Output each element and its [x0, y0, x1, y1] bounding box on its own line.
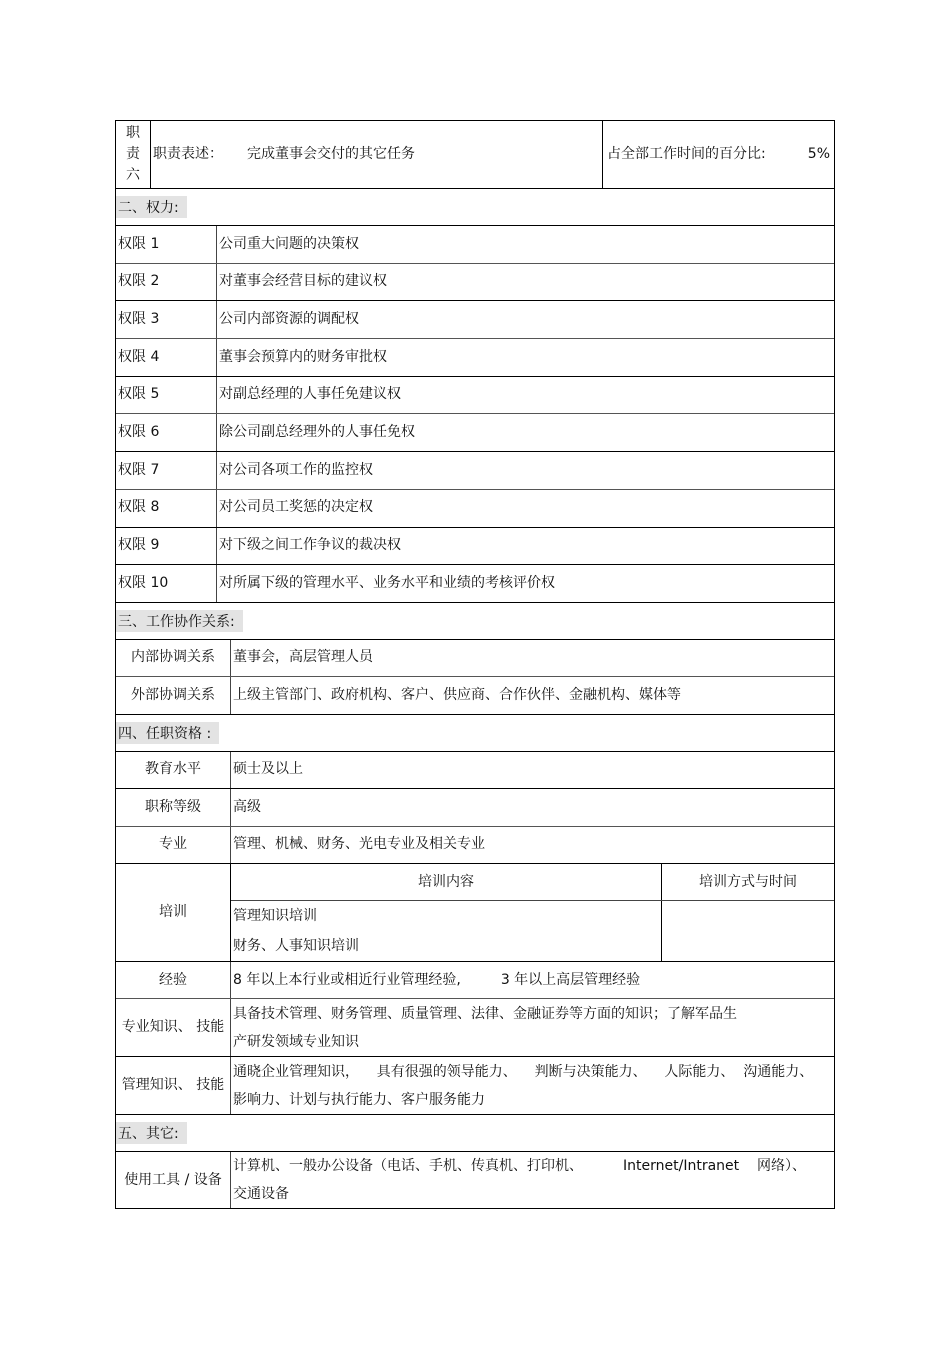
management-knowledge-value: [230, 1057, 834, 1114]
major-row: [116, 826, 834, 864]
tools-line-2: 交通设备: [233, 1186, 289, 1203]
section-cooperation-title: 三、工作协作关系:: [116, 610, 243, 632]
duty-number: [116, 121, 150, 188]
authority-value: 对公司员工奖惩的决定权: [216, 490, 834, 527]
authority-row: [116, 263, 834, 301]
authority-value: 对下级之间工作争议的裁决权: [216, 528, 834, 565]
training-content-list: [231, 901, 661, 961]
management-knowledge-label: 管理知识、 技能: [121, 1077, 225, 1094]
authority-row: [116, 489, 834, 527]
management-knowledge-line-1: 通晓企业管理知识， 具有很强的领导能力、 判断与决策能力、 人际能力、 沟通能力、: [233, 1063, 814, 1080]
authority-key: 权限 3: [118, 310, 160, 327]
experience-row: [116, 961, 834, 998]
authority-row: [116, 225, 834, 263]
section-other-title: 五、其它:: [116, 1122, 187, 1144]
training-header: [231, 864, 834, 901]
professional-knowledge-row: [116, 998, 834, 1056]
authority-value: 除公司副总经理外的人事任免权: [216, 414, 834, 451]
education-value: 硕士及以上: [230, 752, 834, 789]
experience-value: [230, 962, 834, 998]
section-qualification-title: 四、任职资格 :: [116, 722, 219, 744]
internal-coordination-value: 董事会，高层管理人员: [230, 640, 834, 677]
external-coordination-label: 外部协调关系: [131, 686, 215, 703]
experience-part-1: 8 年以上本行业或相近行业管理经验,: [233, 971, 461, 988]
authority-key: 权限 6: [118, 423, 160, 440]
authority-row: [116, 338, 834, 376]
title-level-value: 高级: [230, 789, 834, 826]
authority-key: 权限 5: [118, 386, 160, 403]
authority-row: [116, 376, 834, 414]
experience-part-2: 3 年以上高层管理经验: [500, 971, 641, 988]
training-method-cell: [661, 901, 834, 961]
professional-knowledge-line-1: 具备技术管理、财务管理、质量管理、法律、金融证券等方面的知识；了解军品生: [233, 1005, 737, 1022]
authority-value: 董事会预算内的财务审批权: [216, 339, 834, 376]
authority-key: 权限 1: [118, 235, 160, 252]
job-description-sheet: [115, 120, 835, 1209]
training-body: [231, 901, 834, 961]
major-label: 专业: [159, 836, 187, 853]
duty-percentage: [602, 121, 834, 188]
management-knowledge-line-2: 影响力、计划与执行能力、客户服务能力: [233, 1091, 485, 1108]
education-label: 教育水平: [145, 761, 201, 778]
section-authority: [116, 188, 834, 225]
duty-row: [116, 120, 834, 188]
authority-row: [116, 564, 834, 602]
training-item: 管理知识培训: [233, 908, 317, 925]
training-grid: [230, 864, 834, 961]
duty-number-char-2: 责: [126, 146, 140, 162]
major-value: 管理、机械、财务、光电专业及相关专业: [230, 827, 834, 864]
authority-key: 权限 7: [118, 461, 160, 478]
training-label: 培训: [159, 904, 187, 921]
title-level-row: [116, 788, 834, 826]
tools-row: [116, 1151, 834, 1209]
duty-pct-label: 占全部工作时间的百分比:: [607, 145, 766, 162]
authority-value: 对公司各项工作的监控权: [216, 452, 834, 489]
authority-row: [116, 451, 834, 489]
tools-value: [230, 1152, 834, 1208]
authority-value: 对副总经理的人事任免建议权: [216, 377, 834, 414]
duty-desc-label: 职责表述：: [153, 145, 223, 162]
authority-key: 权限 2: [118, 273, 160, 290]
professional-knowledge-line-2: 产研发领域专业知识: [233, 1033, 359, 1050]
tools-label: 使用工具 / 设备: [124, 1171, 222, 1188]
authority-key: 权限 4: [118, 348, 160, 365]
internal-coordination-label: 内部协调关系: [131, 649, 215, 666]
professional-knowledge-label: 专业知识、 技能: [121, 1019, 225, 1036]
authority-value: 公司重大问题的决策权: [216, 226, 834, 263]
authority-value: 对董事会经营目标的建议权: [216, 264, 834, 301]
authority-key: 权限 10: [118, 574, 169, 591]
duty-pct-value: 5%: [807, 145, 830, 162]
authority-row: [116, 527, 834, 565]
experience-label: 经验: [159, 971, 187, 988]
management-knowledge-row: [116, 1056, 834, 1114]
training-method-header: 培训方式与时间: [661, 864, 834, 900]
education-row: [116, 751, 834, 789]
title-level-label: 职称等级: [145, 798, 201, 815]
training-row: [116, 863, 834, 961]
internal-coordination-row: [116, 639, 834, 677]
authority-key: 权限 9: [118, 537, 160, 553]
section-other: [116, 1114, 834, 1151]
duty-desc-text: 完成董事会交付的其它任务: [247, 145, 415, 162]
authority-value: 对所属下级的管理水平、业务水平和业绩的考核评价权: [216, 565, 834, 602]
duty-description: [150, 121, 602, 188]
section-cooperation: [116, 602, 834, 639]
authority-row: [116, 300, 834, 338]
section-qualification: [116, 714, 834, 751]
external-coordination-value: 上级主管部门、政府机构、客户、供应商、合作伙伴、金融机构、媒体等: [230, 677, 834, 714]
training-item: 财务、人事知识培训: [233, 938, 359, 955]
authority-value: 公司内部资源的调配权: [216, 301, 834, 338]
duty-number-char-3: 六: [126, 167, 140, 183]
authority-row: [116, 413, 834, 451]
professional-knowledge-value: [230, 999, 834, 1056]
authority-key: 权限 8: [118, 499, 160, 516]
duty-number-char-1: 职: [126, 125, 140, 141]
external-coordination-row: [116, 676, 834, 714]
tools-line-1: 计算机、一般办公设备（电话、手机、传真机、打印机、 Internet/Intranet 网络）、: [233, 1158, 806, 1175]
training-content-header: 培训内容: [418, 873, 474, 890]
section-authority-title: 二、权力:: [116, 196, 187, 218]
